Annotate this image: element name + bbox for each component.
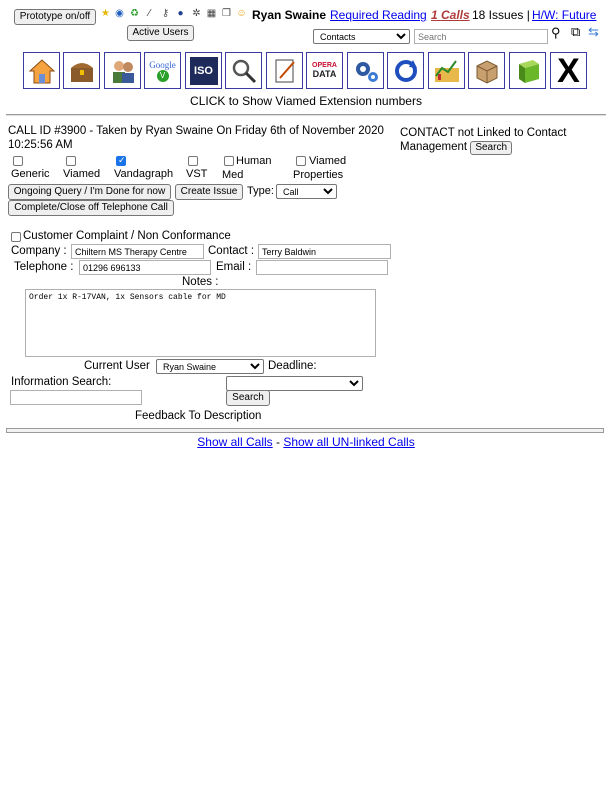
required-reading-link[interactable]: Required Reading <box>330 8 427 22</box>
search-scope-select[interactable] <box>313 29 410 44</box>
divider <box>6 114 606 116</box>
feedback-label: Feedback To Description <box>135 410 262 422</box>
category-human-med-label-2: Med <box>222 169 244 181</box>
contact-search-button[interactable]: Search <box>470 141 512 155</box>
prototype-toggle-button[interactable]: Prototype on/off <box>14 9 96 25</box>
company-label: Company : <box>11 245 67 257</box>
category-viamed-checkbox[interactable] <box>66 156 76 166</box>
opera-data-icon[interactable]: OPERA DATA <box>306 52 343 89</box>
category-vandagraph-label: Vandagraph <box>114 168 174 180</box>
issues-count: 18 Issues | <box>472 8 530 22</box>
smiley-icon[interactable]: ☺ <box>236 8 247 19</box>
deadline-select[interactable] <box>226 376 363 391</box>
current-user-label: Current User <box>84 360 150 372</box>
star-icon[interactable]: ★ <box>101 8 110 19</box>
global-search-input[interactable] <box>414 29 548 44</box>
refresh-icon[interactable] <box>387 52 424 89</box>
bottom-divider <box>6 428 604 433</box>
gears-icon[interactable] <box>347 52 384 89</box>
create-issue-button[interactable]: Create Issue <box>175 184 243 200</box>
deadline-label: Deadline: <box>268 360 317 372</box>
home-icon[interactable] <box>23 52 60 89</box>
info-search-input[interactable] <box>10 390 142 405</box>
category-generic-label: Generic <box>11 168 50 180</box>
type-select[interactable] <box>276 184 337 199</box>
gear-icon[interactable]: ✲ <box>192 8 201 19</box>
category-vandagraph-checkbox[interactable] <box>116 156 126 166</box>
globe-icon[interactable]: ◉ <box>115 8 124 19</box>
calls-link[interactable]: 1 Calls <box>431 8 470 22</box>
earth-icon[interactable]: ● <box>177 8 184 19</box>
users-icon[interactable] <box>104 52 141 89</box>
show-unlinked-calls-link[interactable]: Show all UN-linked Calls <box>283 435 415 449</box>
contact-status: CONTACT not Linked to Contact Management Search <box>400 127 567 153</box>
telephone-label: Telephone : <box>14 261 74 273</box>
email-input[interactable] <box>256 260 388 275</box>
category-vst-label: VST <box>186 168 208 180</box>
category-human-med-checkbox[interactable] <box>224 156 234 166</box>
notes-textarea[interactable] <box>25 289 376 357</box>
key-icon[interactable]: ⚷ <box>161 8 170 19</box>
google-icon[interactable]: Google V <box>144 52 181 89</box>
ongoing-query-button[interactable]: Ongoing Query / I'm Done for now <box>8 184 171 200</box>
external-link-icon[interactable]: ⧉ <box>571 24 581 39</box>
close-x-icon[interactable]: X <box>550 52 587 89</box>
magnifier-icon[interactable] <box>225 52 262 89</box>
category-viamed-properties-checkbox[interactable] <box>296 156 306 166</box>
type-label: Type: <box>247 185 274 197</box>
company-input[interactable] <box>71 244 204 259</box>
book-icon[interactable] <box>509 52 546 89</box>
category-viamed-properties-label-2: Properties <box>293 169 344 181</box>
info-search-label: Information Search: <box>11 376 112 388</box>
category-viamed-properties-label: Viamed <box>309 155 347 167</box>
notes-label: Notes : <box>182 276 219 288</box>
grid-icon[interactable]: ▦ <box>206 8 217 19</box>
category-human-med-label: Human <box>236 155 272 167</box>
hw-future-link[interactable]: H/W: Future <box>532 8 597 22</box>
telephone-input[interactable] <box>79 260 211 275</box>
category-generic-checkbox[interactable] <box>13 156 23 166</box>
extension-numbers-link[interactable]: CLICK to Show Viamed Extension numbers <box>190 94 422 108</box>
category-vst-checkbox[interactable] <box>188 156 198 166</box>
complaint-checkbox[interactable] <box>11 232 21 242</box>
iso-icon[interactable]: ISO <box>185 52 222 89</box>
footer-links <box>0 435 612 449</box>
current-user-name: Ryan Swaine <box>252 8 327 22</box>
search-icon[interactable]: ⚲ <box>551 25 561 40</box>
copy-icon[interactable]: ❐ <box>222 8 231 19</box>
email-label: Email : <box>216 261 252 273</box>
complete-call-button[interactable]: Complete/Close off Telephone Call <box>8 200 174 216</box>
treasure-chest-icon[interactable] <box>63 52 100 89</box>
contact-input[interactable] <box>258 244 391 259</box>
show-all-calls-link[interactable]: Show all Calls <box>197 435 273 449</box>
chart-folder-icon[interactable] <box>428 52 465 89</box>
sync-icon[interactable]: ⇆ <box>588 24 599 39</box>
recycle-icon[interactable]: ♻ <box>130 8 139 19</box>
active-users-button[interactable]: Active Users <box>127 25 194 41</box>
call-header: CALL ID #3900 - Taken by Ryan Swaine On Friday 6th of November 2020 10:25:56 AM <box>8 125 384 151</box>
box-icon[interactable] <box>468 52 505 89</box>
notepad-icon[interactable] <box>266 52 303 89</box>
complaint-label: Customer Complaint / Non Conformance <box>23 230 231 242</box>
wand-icon[interactable]: ⁄ <box>148 8 151 19</box>
contact-label: Contact : <box>208 245 255 257</box>
current-user-select[interactable] <box>156 359 264 374</box>
category-viamed-label: Viamed <box>63 168 101 180</box>
footer-separator: - <box>272 435 284 449</box>
info-search-button[interactable]: Search <box>226 390 270 406</box>
